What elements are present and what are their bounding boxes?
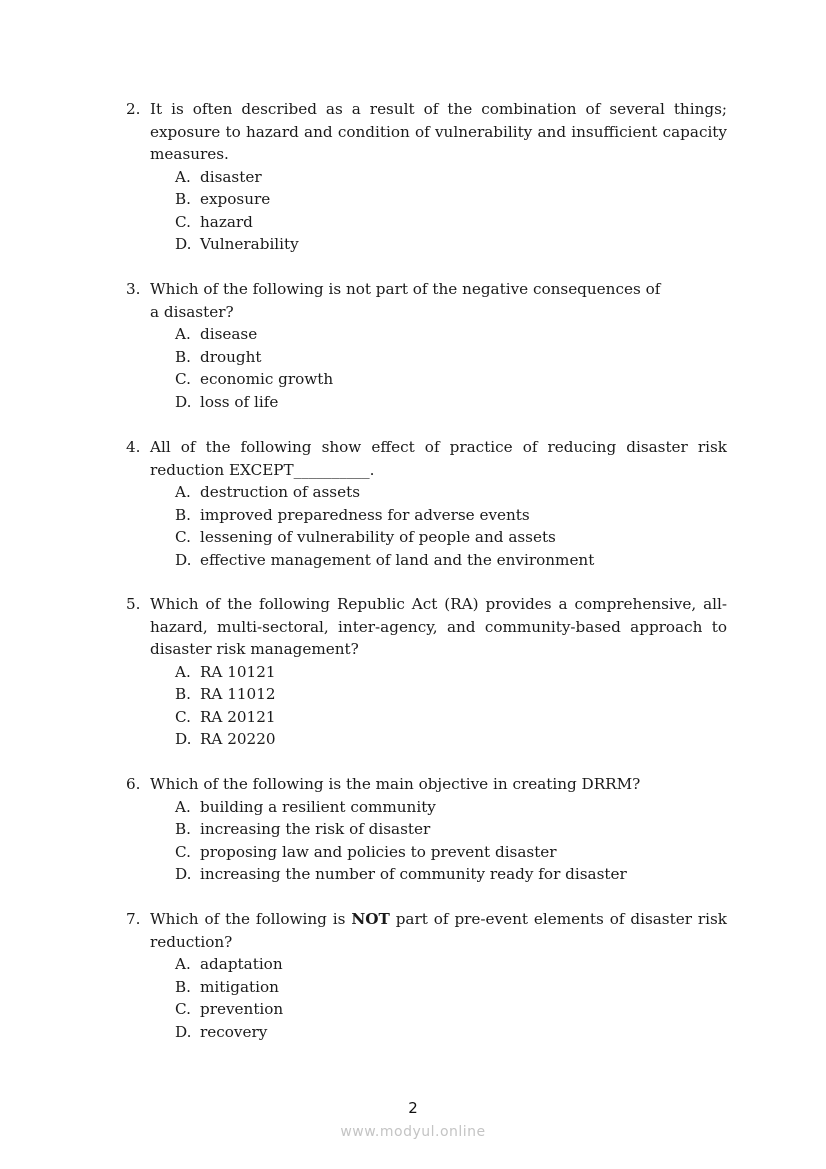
option-c [175, 841, 727, 864]
option-b [175, 188, 727, 211]
question-text-line1: Which of the following is not part of the negative consequences of [150, 280, 661, 298]
option-text: adaptation [200, 955, 283, 973]
option-d [175, 549, 727, 572]
option-text: RA 10121 [200, 662, 276, 681]
option-letter: D. [175, 550, 192, 569]
question-text-before: Which of the following is [150, 910, 352, 928]
option-text: destruction of assets [200, 483, 360, 501]
option-text: RA 20121 [200, 707, 276, 726]
question-number: 4. [126, 438, 141, 456]
option-text: economic growth [200, 370, 334, 388]
option-c [175, 526, 727, 549]
question-text: All of the following show effect of practice of reducing disaster risk reduction EXCEPT__________. [150, 438, 727, 479]
option-letter: C. [175, 1000, 191, 1018]
option-text: increasing the risk of disaster [200, 820, 431, 838]
options-list [175, 796, 727, 886]
option-a [175, 796, 727, 819]
option-text: RA 11012 [200, 685, 276, 703]
option-letter: B. [175, 347, 191, 366]
options-list [175, 481, 727, 571]
option-letter: A. [175, 797, 191, 816]
question-number: 6. [126, 775, 141, 793]
question-number: 7. [126, 910, 141, 928]
question-text [150, 908, 727, 953]
option-text: hazard [200, 212, 253, 231]
question-text: It is often described as a result of the combination of several things; exposure to hazard and condition of vulnerability and insufficient capacity measures. [150, 100, 727, 163]
option-letter: C. [175, 842, 191, 861]
option-letter: C. [175, 707, 191, 726]
option-letter: A. [175, 955, 191, 973]
question-number: 5. [126, 595, 141, 613]
question-6 [126, 773, 727, 886]
option-text: mitigation [200, 977, 279, 996]
option-text: effective management of land and the environment [200, 550, 595, 569]
option-a [175, 953, 727, 976]
question-number: 3. [126, 280, 141, 298]
option-a [175, 323, 727, 346]
option-c [175, 368, 727, 391]
question-text [150, 278, 727, 323]
option-text: prevention [200, 1000, 284, 1018]
option-d [175, 233, 727, 256]
option-d [175, 1021, 727, 1044]
option-c [175, 998, 727, 1021]
option-letter: B. [175, 977, 191, 996]
option-d [175, 728, 727, 751]
option-letter: D. [175, 1022, 192, 1041]
option-text: improved preparedness for adverse events [200, 505, 530, 524]
question-text-line2: a disaster? [150, 302, 234, 321]
option-letter: D. [175, 392, 192, 411]
question-text-after: part of pre-event elements of disaster risk reduction? [150, 910, 727, 951]
option-b [175, 346, 727, 369]
option-d [175, 391, 727, 414]
option-letter: B. [175, 505, 191, 524]
option-letter: C. [175, 212, 191, 231]
question-text-emphasis: NOT [351, 910, 390, 928]
option-letter: A. [175, 167, 191, 186]
option-c [175, 211, 727, 234]
option-letter: D. [175, 730, 192, 748]
option-text: drought [200, 347, 262, 366]
option-text: increasing the number of community ready for disaster [200, 865, 627, 883]
website-watermark: www.modyul.online [340, 1124, 486, 1140]
option-letter: A. [175, 483, 191, 501]
question-7 [126, 908, 727, 1043]
options-list [175, 661, 727, 751]
option-text: disease [200, 325, 258, 343]
option-c [175, 706, 727, 729]
options-list [175, 953, 727, 1043]
option-b [175, 504, 727, 527]
question-5 [126, 593, 727, 751]
question-text: Which of the following is the main objective in creating DRRM? [150, 775, 641, 793]
option-text: proposing law and policies to prevent disaster [200, 842, 557, 861]
option-letter: D. [175, 865, 192, 883]
option-text: building a resilient community [200, 797, 436, 816]
option-b [175, 818, 727, 841]
option-letter: B. [175, 820, 191, 838]
option-letter: B. [175, 190, 191, 208]
question-4 [126, 436, 727, 571]
question-2 [126, 98, 727, 256]
option-d [175, 863, 727, 886]
option-text: loss of life [200, 392, 279, 411]
options-list [175, 323, 727, 413]
option-letter: B. [175, 685, 191, 703]
options-list [175, 166, 727, 256]
option-a [175, 661, 727, 684]
option-a [175, 481, 727, 504]
question-number: 2. [126, 100, 141, 118]
question-3 [126, 278, 727, 413]
option-text: RA 20220 [200, 730, 276, 748]
option-b [175, 683, 727, 706]
option-a [175, 166, 727, 189]
question-text: Which of the following Republic Act (RA) provides a comprehensive, all-hazard, multi-sectoral, inter-agency, and community-based approach to disaster risk management? [150, 595, 727, 658]
option-letter: D. [175, 235, 192, 253]
option-letter: A. [175, 325, 191, 343]
page-number: 2 [408, 1099, 418, 1117]
option-text: lessening of vulnerability of people and assets [200, 528, 556, 546]
option-b [175, 976, 727, 999]
option-text: recovery [200, 1022, 268, 1041]
option-text: disaster [200, 167, 262, 186]
option-letter: A. [175, 662, 191, 681]
option-text: Vulnerability [200, 235, 299, 253]
option-letter: C. [175, 528, 191, 546]
option-text: exposure [200, 190, 271, 208]
option-letter: C. [175, 370, 191, 388]
